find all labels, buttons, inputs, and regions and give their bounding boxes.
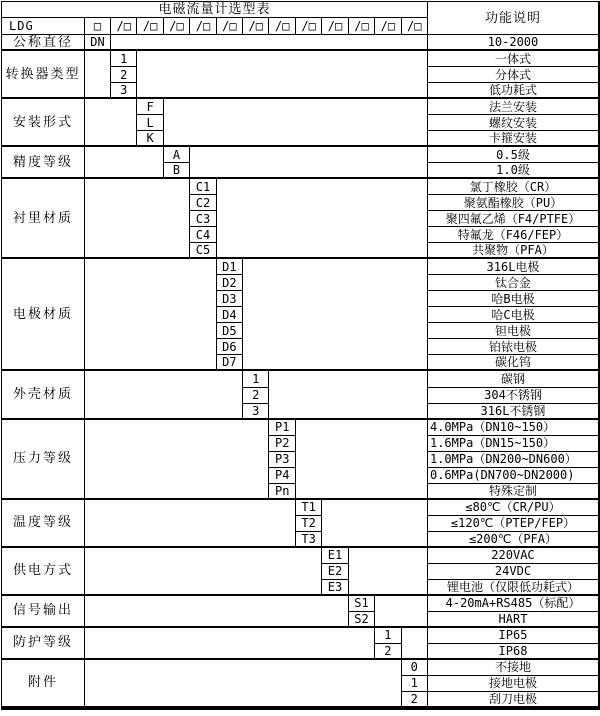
spacer-cell	[375, 596, 428, 628]
option-code-cell: C1	[190, 179, 216, 195]
option-desc-cell: 304不锈钢	[428, 388, 598, 404]
category-label: 转换器类型	[2, 51, 85, 99]
option-desc-cell: HART	[428, 612, 598, 628]
option-code-cell: D4	[217, 307, 243, 323]
option-code-cell: P3	[269, 452, 295, 468]
option-code-cell: 1	[111, 51, 137, 67]
option-desc-cell: 刮刀电极	[428, 692, 598, 708]
model-slot-cell: /□	[349, 18, 375, 35]
option-code-cell: A	[164, 147, 190, 163]
spacer-cell	[85, 628, 375, 660]
option-code-cell: D1	[217, 259, 243, 275]
option-code-cell: B	[164, 163, 190, 179]
spacer-cell	[85, 371, 243, 419]
model-slot-cell: /□	[375, 18, 401, 35]
model-slot-cell: /□	[269, 18, 295, 35]
option-code-cell: C3	[190, 211, 216, 227]
option-desc-cell: 锂电池（仅限低功耗式）	[428, 580, 598, 596]
spacer-cell	[296, 420, 428, 500]
spacer-cell	[85, 259, 217, 371]
selection-table	[1, 1, 600, 710]
category-label: 外壳材质	[2, 371, 85, 419]
option-code-cell: C5	[190, 243, 216, 259]
option-code-cell: 2	[375, 644, 401, 660]
spacer-cell	[164, 99, 428, 147]
option-desc-cell: 4-20mA+RS485（标配）	[428, 596, 598, 612]
spacer-cell	[137, 51, 428, 99]
option-code-cell: E2	[322, 564, 348, 580]
category-label: 衬里材质	[2, 179, 85, 259]
spacer-cell	[190, 147, 428, 179]
category-label: 安装形式	[2, 99, 85, 147]
option-desc-cell: IP65	[428, 628, 598, 644]
spacer-cell	[269, 371, 428, 419]
spacer-cell	[85, 420, 269, 500]
option-desc-cell: 24VDC	[428, 564, 598, 580]
function-column-header: 功能说明	[428, 2, 598, 35]
option-desc-cell: 铂铱电极	[428, 339, 598, 355]
option-desc-cell: 0.5级	[428, 147, 598, 163]
option-desc-cell: 1.6MPa（DN15~150）	[428, 436, 598, 452]
table-title: 电磁流量计选型表	[2, 2, 428, 18]
spacer-cell	[85, 147, 164, 179]
spacer-cell	[85, 596, 349, 628]
option-desc-cell: 一体式	[428, 51, 598, 67]
spacer-cell	[85, 51, 111, 99]
option-desc-cell: 1.0级	[428, 163, 598, 179]
category-label: 防护等级	[2, 628, 85, 660]
option-code-cell: P2	[269, 436, 295, 452]
option-code-cell: 2	[243, 388, 269, 404]
option-desc-cell: 分体式	[428, 67, 598, 83]
spacer-cell	[85, 660, 402, 708]
spacer-cell	[243, 259, 428, 371]
option-desc-cell: 卡箍安装	[428, 131, 598, 147]
spacer-cell	[349, 548, 428, 596]
option-code-cell: E1	[322, 548, 348, 564]
category-label: 温度等级	[2, 500, 85, 548]
option-code-cell: D6	[217, 339, 243, 355]
option-desc-cell: 钽电极	[428, 323, 598, 339]
option-desc-cell: ≤200℃（PFA）	[428, 532, 598, 548]
option-desc-cell: 碳化钨	[428, 355, 598, 371]
spacer-cell	[85, 179, 190, 259]
category-label: 附件	[2, 660, 85, 708]
option-desc-cell: 聚四氟乙烯（F4/PTFE）	[428, 211, 598, 227]
option-code-cell: P1	[269, 420, 295, 436]
option-desc-cell: 共聚物（PFA）	[428, 243, 598, 259]
option-code-cell: S2	[349, 612, 375, 628]
option-desc-cell: 螺纹安装	[428, 115, 598, 131]
model-slot-cell: /□	[190, 18, 216, 35]
option-code-cell: D5	[217, 323, 243, 339]
option-desc-cell: 10-2000	[428, 35, 598, 51]
option-code-cell: 2	[402, 692, 428, 708]
option-code-cell: D3	[217, 291, 243, 307]
option-code-cell: T3	[296, 532, 322, 548]
category-label: 电极材质	[2, 259, 85, 371]
option-desc-cell: 4.0MPa（DN10~150）	[428, 420, 598, 436]
option-desc-cell: ≤80℃（CR/PU）	[428, 500, 598, 516]
option-code-cell: 0	[402, 660, 428, 676]
spacer-cell	[402, 628, 428, 660]
option-code-cell: 1	[243, 371, 269, 387]
option-desc-cell: ≤120℃（PTEP/FEP）	[428, 516, 598, 532]
spacer-cell	[85, 500, 296, 548]
option-code-cell: S1	[349, 596, 375, 612]
option-code-cell: E3	[322, 580, 348, 596]
option-desc-cell: 钛合金	[428, 275, 598, 291]
option-desc-cell: 特氟龙（F46/FEP）	[428, 227, 598, 243]
option-desc-cell: 低功耗式	[428, 83, 598, 99]
option-desc-cell: 1.0MPa（DN200~DN600）	[428, 452, 598, 468]
spacer-cell	[85, 99, 137, 147]
option-code-cell: DN	[85, 35, 111, 51]
category-label: 压力等级	[2, 420, 85, 500]
model-slot-cell: /□	[164, 18, 190, 35]
option-code-cell: 3	[243, 404, 269, 420]
model-slot-cell: /□	[296, 18, 322, 35]
option-code-cell: F	[137, 99, 163, 115]
option-desc-cell: 特殊定制	[428, 484, 598, 500]
option-desc-cell: 哈B电极	[428, 291, 598, 307]
option-desc-cell: 哈C电极	[428, 307, 598, 323]
model-slot-cell: /□	[243, 18, 269, 35]
option-desc-cell: 316L电极	[428, 259, 598, 275]
model-slot-cell: /□	[322, 18, 348, 35]
option-desc-cell: 220VAC	[428, 548, 598, 564]
option-desc-cell: 碳钢	[428, 371, 598, 387]
option-desc-cell: 0.6MPa(DN700~DN2000)	[428, 468, 598, 484]
category-label: 精度等级	[2, 147, 85, 179]
model-slot-cell: /□	[137, 18, 163, 35]
option-desc-cell: 法兰安装	[428, 99, 598, 115]
option-code-cell: D7	[217, 355, 243, 371]
option-desc-cell: 接地电极	[428, 676, 598, 692]
model-slot-cell: /□	[402, 18, 428, 35]
option-desc-cell: 316L不锈钢	[428, 404, 598, 420]
option-code-cell: Pn	[269, 484, 295, 500]
model-first-checkbox-cell: □	[85, 18, 111, 35]
option-code-cell: D2	[217, 275, 243, 291]
option-code-cell: 3	[111, 83, 137, 99]
spacer-cell	[85, 548, 322, 596]
option-desc-cell: IP68	[428, 644, 598, 660]
option-code-cell: 2	[111, 67, 137, 83]
option-code-cell: P4	[269, 468, 295, 484]
model-slot-cell: /□	[111, 18, 137, 35]
spacer-cell	[322, 500, 428, 548]
model-slot-cell: /□	[217, 18, 243, 35]
option-code-cell: L	[137, 115, 163, 131]
model-prefix-cell: LDG	[2, 18, 85, 35]
option-code-cell: C4	[190, 227, 216, 243]
spacer-cell	[111, 35, 428, 51]
option-desc-cell: 聚氨酯橡胶（PU）	[428, 195, 598, 211]
category-label: 供电方式	[2, 548, 85, 596]
option-code-cell: 1	[375, 628, 401, 644]
option-code-cell: T2	[296, 516, 322, 532]
option-code-cell: K	[137, 131, 163, 147]
option-code-cell: 1	[402, 676, 428, 692]
spacer-cell	[217, 179, 428, 259]
option-code-cell: C2	[190, 195, 216, 211]
option-desc-cell: 不接地	[428, 660, 598, 676]
option-desc-cell: 氯丁橡胶（CR）	[428, 179, 598, 195]
category-label: 公称直径	[2, 35, 85, 51]
option-code-cell: T1	[296, 500, 322, 516]
category-label: 信号输出	[2, 596, 85, 628]
